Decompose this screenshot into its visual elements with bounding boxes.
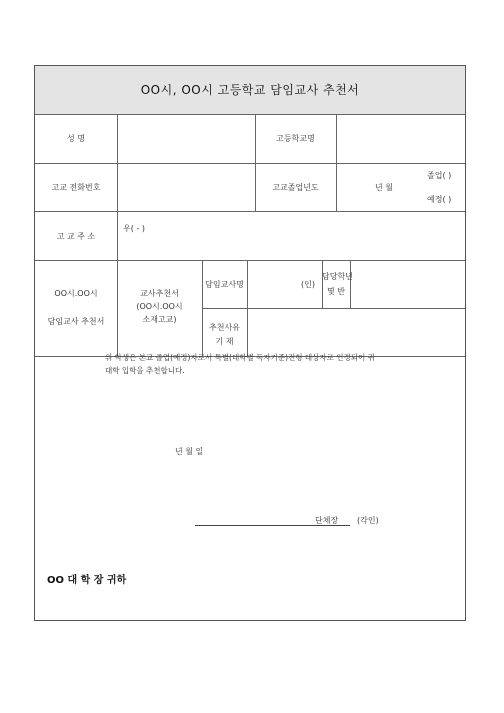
divider <box>336 114 337 211</box>
recommendation-form <box>34 65 466 621</box>
divider <box>247 260 248 356</box>
homeroom-teacher-label: 담임교사명 <box>205 280 244 289</box>
graduated-option: 졸업( ) <box>427 171 452 180</box>
class-label-line2: 몇 반 <box>327 287 345 296</box>
divider <box>202 308 465 309</box>
year-month-text: 년 월 <box>375 183 393 192</box>
divider <box>117 211 118 260</box>
divider <box>35 260 465 261</box>
recommendation-text-line2: 대학 입학을 추천합니다. <box>105 366 185 375</box>
divider <box>255 114 256 211</box>
reason-label-line1: 추천사유 <box>209 323 240 332</box>
reason-label-line2: 기 재 <box>215 337 234 346</box>
school-name-label: 고등학교명 <box>276 134 315 143</box>
mid-label-line1: 교사추천서 <box>140 289 179 298</box>
divider <box>117 114 118 211</box>
seal-mark: (인) <box>301 280 315 289</box>
principal-label: 단체장 <box>315 516 339 525</box>
recommendation-text-line1: 위 학생은 본교 졸업(예정)자로서 특별(대학별 독자기준)전형 대상자로 인정되어 귀 <box>105 353 375 362</box>
form-title: OO시, OO시 고등학교 담임교사 추천서 <box>140 83 360 97</box>
left-label-line2: 담임교사 추천서 <box>47 317 105 326</box>
date-line: 년 월 일 <box>175 447 204 456</box>
postal-code: 우( - ) <box>123 224 145 233</box>
mid-label-line2: (OO시.OO시 <box>136 302 183 311</box>
divider <box>35 163 465 164</box>
class-label-line1: 담당학년 <box>322 272 353 281</box>
principal-seal: (각인) <box>357 516 379 525</box>
graduation-year-label: 고교졸업년도 <box>272 183 319 192</box>
divider <box>35 211 465 212</box>
divider <box>350 260 351 308</box>
school-address-label: 고 교 주 소 <box>56 232 96 241</box>
name-label: 성 명 <box>67 134 85 143</box>
school-phone-label: 고교 전화번호 <box>51 183 101 192</box>
recommendation-text <box>105 351 445 377</box>
recipient: OO 대 학 장 귀하 <box>47 575 127 586</box>
divider <box>322 260 323 308</box>
expected-option: 예정( ) <box>427 195 452 204</box>
mid-label-line3: 소재고교) <box>142 315 177 324</box>
left-label-line1: OO시.OO시 <box>54 289 98 298</box>
divider <box>35 114 465 115</box>
